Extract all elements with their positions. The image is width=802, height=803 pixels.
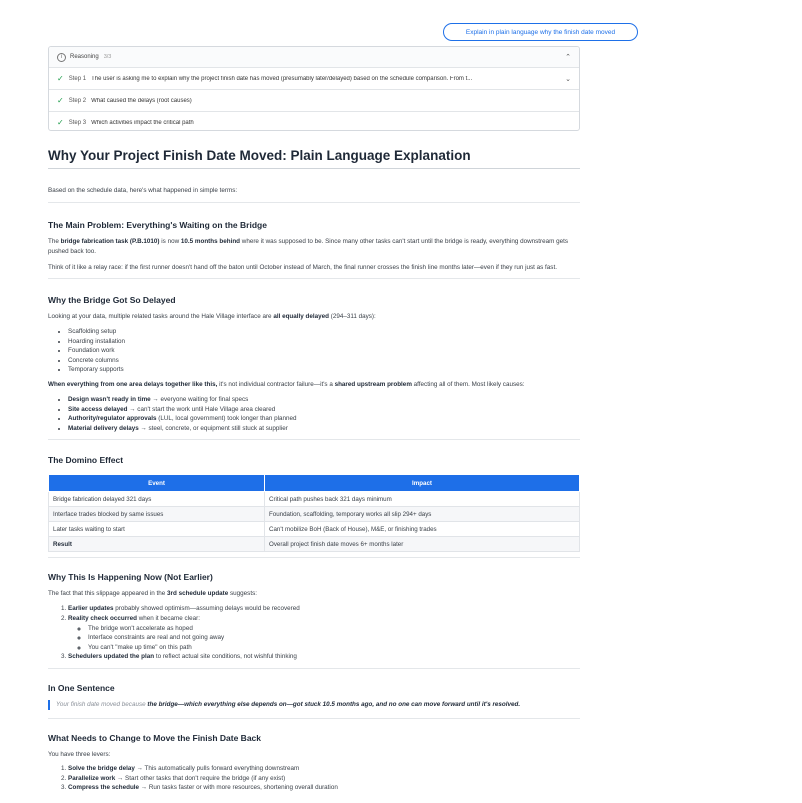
divider — [48, 718, 580, 719]
user-message-text: Explain in plain language why the finish date moved — [465, 28, 616, 36]
table-cell: Bridge fabrication delayed 321 days — [49, 492, 265, 507]
table-cell: Critical path pushes back 321 days minimum — [265, 492, 580, 507]
step-number: Step 3 — [68, 119, 87, 126]
reasoning-step-3[interactable] — [49, 112, 579, 131]
reasoning-label: Reasoning — [70, 54, 99, 60]
causes-list — [48, 395, 580, 433]
heading-why-now: Why This Is Happening Now (Not Earlier) — [48, 572, 213, 583]
list-item: • Material delivery delays → steel, concrete, or equipment still stuck at supplier — [68, 424, 580, 434]
table-header: Impact — [265, 475, 580, 492]
summary-quote: Your finish date moved because the bridge—which everything else depends on—got stuck 10.5 months ago, and no one can move forward until it's resolved. — [48, 700, 580, 710]
reasoning-header[interactable] — [49, 47, 579, 68]
paragraph: The bridge fabrication task (P.B.1010) is now 10.5 months behind where it was supposed to be. Since many other tasks can't start until the bridge is ready, everything downstream gets pushed back too. — [48, 238, 569, 255]
table-cell: Foundation, scaffolding, temporary works all slip 294+ days — [265, 507, 580, 522]
list-item: 1. Solve the bridge delay → This automatically pulls forward everything downstream — [68, 764, 580, 774]
paragraph: You have three levers: — [48, 750, 111, 758]
check-icon: ✓ — [57, 74, 64, 83]
table-cell: Interface trades blocked by same issues — [49, 507, 265, 522]
divider — [48, 439, 580, 440]
sub-list — [68, 624, 580, 653]
reasoning-step-2[interactable] — [49, 90, 579, 112]
chevron-down-icon[interactable]: ⌄ — [565, 75, 571, 83]
why-now-list — [48, 604, 580, 662]
table-row — [49, 507, 580, 522]
info-icon: i — [57, 53, 66, 62]
divider — [48, 557, 580, 558]
levers-list — [48, 764, 580, 793]
paragraph: Looking at your data, multiple related tasks around the Hale Village interface are all equally delayed (294–311 days): — [48, 313, 376, 320]
divider — [48, 278, 580, 279]
response-title: Why Your Project Finish Date Moved: Plain Language Explanation — [48, 148, 580, 169]
list-item: ◦ You can't "make up time" on this path — [88, 643, 580, 653]
table-cell: Result — [49, 537, 265, 552]
check-icon: ✓ — [57, 118, 64, 127]
list-item: • Authority/regulator approvals (LUL, local government) took longer than planned — [68, 414, 580, 424]
table-row — [49, 537, 580, 552]
list-item: ◦ The bridge won't accelerate as hoped — [88, 624, 580, 634]
table-cell: Later tasks waiting to start — [49, 522, 265, 537]
list-item: • Design wasn't ready in time → everyone waiting for final specs — [68, 395, 580, 405]
list-item: 2. Reality check occurred when it became clear: ◦ The bridge won't accelerate as hoped ◦ Interface constraints are real and not going away ◦ You can't "make up time" on this path — [68, 614, 580, 652]
list-item: 2. Parallelize work → Start other tasks that don't require the bridge (if any exist) — [68, 774, 580, 784]
heading-bridge-delayed: Why the Bridge Got So Delayed — [48, 295, 176, 305]
assistant-response — [48, 148, 580, 793]
table-cell: Overall project finish date moves 6+ months later — [265, 537, 580, 552]
list-item: 3. Schedulers updated the plan to reflect actual site conditions, not wishful thinking — [68, 652, 580, 662]
check-icon: ✓ — [57, 96, 64, 105]
step-number: Step 1 — [68, 75, 87, 82]
reasoning-panel — [48, 46, 580, 131]
reasoning-count: 3/3 — [103, 54, 112, 60]
reasoning-step-1[interactable] — [49, 68, 579, 90]
chevron-up-icon[interactable]: ⌃ — [565, 54, 571, 61]
table-cell: Can't mobilize BoH (Back of House), M&E, or finishing trades — [265, 522, 580, 537]
list-item: 3. Compress the schedule → Run tasks faster or with more resources, shortening overall duration — [68, 783, 580, 793]
list-item: • Concrete columns — [68, 356, 580, 366]
list-item: • Foundation work — [68, 346, 580, 356]
intro-text: Based on the schedule data, here's what happened in simple terms: — [48, 187, 238, 194]
heading-domino-effect: The Domino Effect — [48, 455, 124, 466]
paragraph: When everything from one area delays together like this, it's not individual contractor failure—it's a shared upstream problem affecting all of them. Most likely causes: — [48, 380, 525, 388]
paragraph: Think of it like a relay race: if the first runner doesn't hand off the baton until October instead of March, the final runner crosses the finish line months later—even if they run just as fast. — [48, 264, 557, 271]
step-text: Which activities impact the critical path — [91, 119, 194, 126]
divider — [48, 202, 580, 203]
table-row — [49, 492, 580, 507]
table-header: Event — [49, 475, 265, 492]
domino-table — [48, 474, 580, 552]
heading-what-needs-to-change: What Needs to Change to Move the Finish Date Back — [48, 732, 262, 743]
divider — [48, 668, 580, 669]
step-text: The user is asking me to explain why the project finish date has moved (presumably later/delayed) based on the schedule comparison. From t... — [91, 75, 473, 82]
heading-main-problem: The Main Problem: Everything's Waiting on the Bridge — [48, 220, 267, 230]
list-item: • Scaffolding setup — [68, 327, 580, 337]
step-text: What caused the delays (root causes) — [91, 97, 192, 104]
list-item: 1. Earlier updates probably showed optimism—assuming delays would be recovered — [68, 604, 580, 614]
list-item: • Hoarding installation — [68, 337, 580, 347]
heading-one-sentence: In One Sentence — [48, 682, 115, 693]
list-item: ◦ Interface constraints are real and not going away — [88, 633, 580, 643]
paragraph: The fact that this slippage appeared in the 3rd schedule update suggests: — [48, 590, 257, 598]
list-item: • Temporary supports — [68, 365, 580, 375]
delayed-tasks-list — [48, 327, 580, 375]
step-number: Step 2 — [68, 97, 87, 104]
table-row — [49, 522, 580, 537]
list-item: • Site access delayed → can't start the work until Hale Village area cleared — [68, 405, 580, 415]
user-message-bubble — [443, 23, 638, 41]
